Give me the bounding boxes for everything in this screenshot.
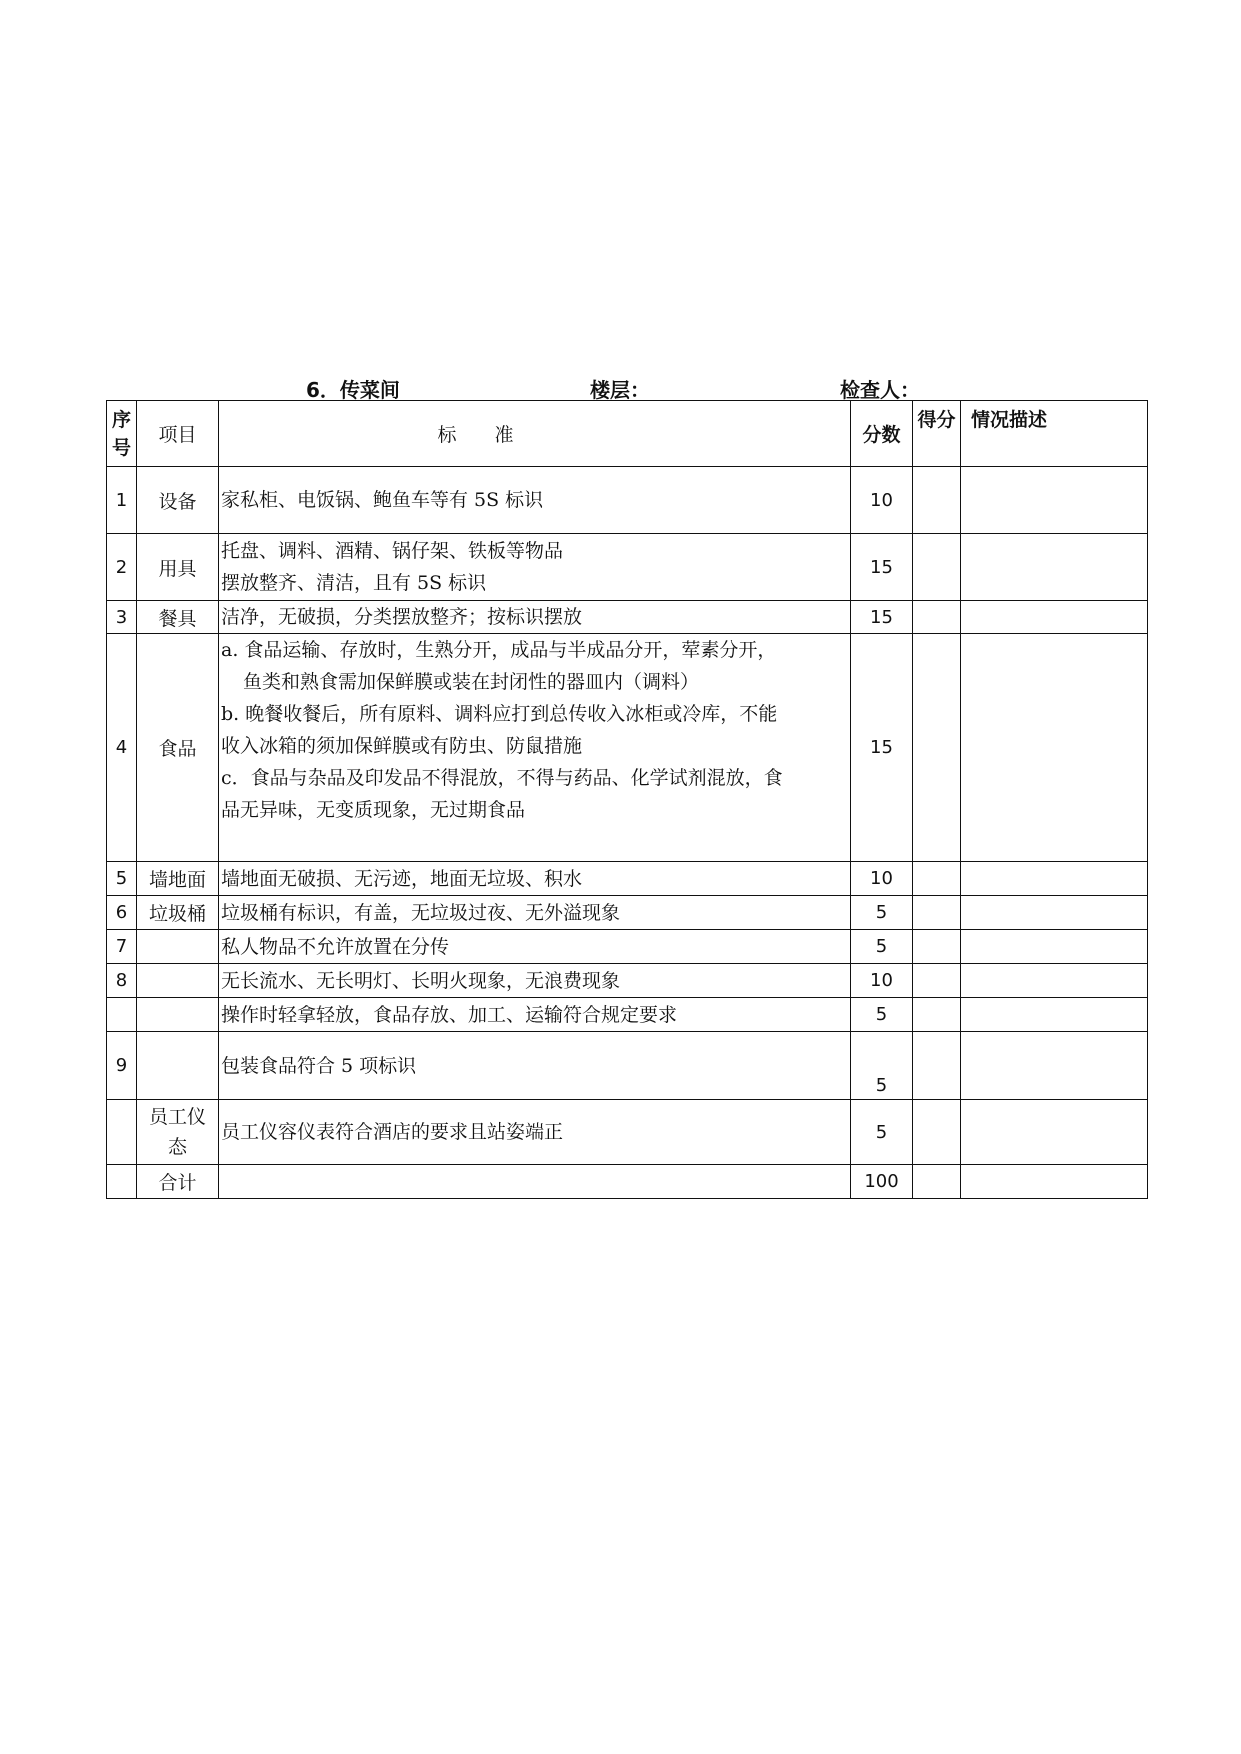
score-cell[interactable] xyxy=(913,467,961,534)
desc-cell[interactable] xyxy=(961,896,1148,930)
desc-cell[interactable] xyxy=(961,998,1148,1032)
score-cell[interactable] xyxy=(913,964,961,998)
desc-cell[interactable] xyxy=(961,1032,1148,1100)
col-got-header: 得分 xyxy=(913,401,961,467)
score-cell[interactable] xyxy=(913,896,961,930)
desc-cell[interactable] xyxy=(961,534,1148,601)
col-desc-header: 情况描述 xyxy=(961,401,1148,467)
table-row: 员工仪态 员工仪容仪表符合酒店的要求且站姿端正 5 xyxy=(107,1100,1148,1165)
table-header-row xyxy=(107,401,1148,467)
desc-cell[interactable] xyxy=(961,601,1148,634)
score-cell[interactable] xyxy=(913,1165,961,1199)
floor-label: 楼层： xyxy=(590,378,650,402)
section-title: 6．传菜间 xyxy=(306,378,400,402)
col-num-header: 序号 xyxy=(107,401,137,467)
table-row: 9 包装食品符合 5 项标识 5 xyxy=(107,1032,1148,1100)
form-header xyxy=(0,372,1241,402)
inspection-table xyxy=(106,400,1148,1199)
desc-cell[interactable] xyxy=(961,862,1148,896)
desc-cell[interactable] xyxy=(961,467,1148,534)
col-item-header: 项目 xyxy=(137,401,219,467)
desc-cell[interactable] xyxy=(961,1100,1148,1165)
table-row: 操作时轻拿轻放，食品存放、加工、运输符合规定要求 5 xyxy=(107,998,1148,1032)
score-cell[interactable] xyxy=(913,1032,961,1100)
score-cell[interactable] xyxy=(913,998,961,1032)
col-score-header: 分数 xyxy=(851,401,913,467)
col-standard-header: 标 准 xyxy=(219,401,851,467)
desc-cell[interactable] xyxy=(961,1165,1148,1199)
score-cell[interactable] xyxy=(913,601,961,634)
table-row: 2 用具 托盘、调料、酒精、锅仔架、铁板等物品 摆放整齐、清洁，且有 5S 标识 15 xyxy=(107,534,1148,601)
total-row: 合计 100 xyxy=(107,1165,1148,1199)
table-row: 6 垃圾桶 垃圾桶有标识，有盖，无垃圾过夜、无外溢现象 5 xyxy=(107,896,1148,930)
table-row: 8 无长流水、无长明灯、长明火现象，无浪费现象 10 xyxy=(107,964,1148,998)
desc-cell[interactable] xyxy=(961,964,1148,998)
table-row: 4 食品 a. 食品运输、存放时，生熟分开，成品与半成品分开，荤素分开， 鱼类和熟食需加保鲜膜或装在封闭性的器皿内（调料） b. 晚餐收餐后，所有原料、调料应打到总传收入冰柜或冷库，不能 收入冰箱的须加保鲜膜或有防虫、防鼠措施 c．食品与杂品及印发品不得混放，不得与药品、化学试剂混放，食 品无异味，无变质现象，无过期食品 15 xyxy=(107,634,1148,862)
score-cell[interactable] xyxy=(913,634,961,862)
table-row: 1 设备 家私柜、电饭锅、鲍鱼车等有 5S 标识 10 xyxy=(107,467,1148,534)
desc-cell[interactable] xyxy=(961,930,1148,964)
score-cell[interactable] xyxy=(913,534,961,601)
score-cell[interactable] xyxy=(913,862,961,896)
desc-cell[interactable] xyxy=(961,634,1148,862)
table-row: 7 私人物品不允许放置在分传 5 xyxy=(107,930,1148,964)
table-row: 5 墙地面 墙地面无破损、无污迹，地面无垃圾、积水 10 xyxy=(107,862,1148,896)
table-row: 3 餐具 洁净，无破损，分类摆放整齐；按标识摆放 15 xyxy=(107,601,1148,634)
inspector-label: 检查人： xyxy=(840,378,920,402)
score-cell[interactable] xyxy=(913,1100,961,1165)
score-cell[interactable] xyxy=(913,930,961,964)
